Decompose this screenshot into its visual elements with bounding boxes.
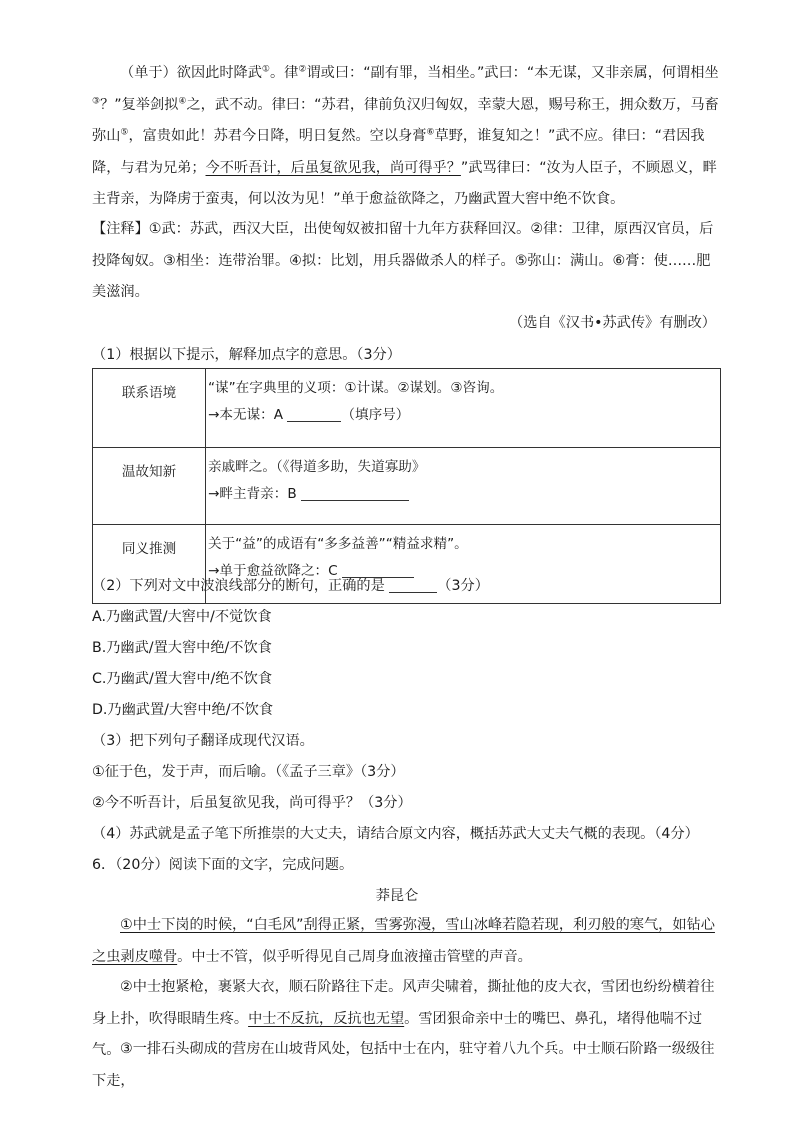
table-row-key: 联系语境 <box>93 369 206 448</box>
answer-blank-q2[interactable] <box>389 578 437 593</box>
question-3-prompt: （3）把下列句子翻译成现代汉语。 <box>92 733 314 749</box>
question-4-prompt: （4）苏武就是孟子笔下所推崇的大丈夫，请结合原文内容，概括苏武大丈夫气概的表现。（4分） <box>92 826 699 842</box>
table-row-key: 温故知新 <box>93 448 206 525</box>
underlined-sentence: ①中士下岗的时候，“白毛风”刮得正紧，雪雾弥漫，雪山冰峰若隐若现，利刃般的寒气，如钻心之虫剥皮噬骨 <box>92 917 715 965</box>
source-citation: （选自《汉书•苏武传》有删改） <box>509 315 716 331</box>
option-b: B.乃幽武/置大窖中绝/不饮食 <box>92 640 272 656</box>
notes-paragraph <box>92 214 722 309</box>
article-paragraph: ③一排石头砌成的营房在山坡背风处，包括中士在内，驻守着八九个兵。中士顺石阶路一级级往下走， <box>92 1041 715 1089</box>
option-d: D.乃幽武置/大窖中绝/不饮食 <box>92 702 274 718</box>
option-a: A.乃幽武置/大窖中/不觉饮食 <box>92 609 272 625</box>
question-2-prompt: （2）下列对文中波浪线部分的断句，正确的是 （3分） <box>92 578 489 594</box>
notes-label: 【注释】 <box>92 221 149 237</box>
notes-text: ①武：苏武，西汉大臣，出使匈奴被扣留十九年方获释回汉。②律：卫律，原西汉官员，后投降匈奴。③相坐：连带治罪。④拟：比划，用兵器做杀人的样子。⑤弥山：满山。⑥膏：使……肥美滋润。 <box>92 221 714 300</box>
table-row-value: 亲戚畔之。（《得道多助，失道寡助》 →畔主背亲：B <box>206 448 721 525</box>
table-row-key: 同义推测 <box>93 525 206 604</box>
hint-table <box>92 368 721 604</box>
wavy-sentence: 乃幽武置大窖中绝不饮食 <box>454 191 611 207</box>
option-c: C.乃幽武/置大窖中/绝不饮食 <box>92 671 273 687</box>
answer-blank-a[interactable] <box>287 407 341 422</box>
table-row-value: “谋”在字典里的义项：①计谋。②谋划。③咨询。 →本无谋：A （填序号） <box>206 369 721 448</box>
table-row <box>93 369 721 448</box>
answer-blank-b[interactable] <box>301 486 409 501</box>
article-paragraph: ①中士下岗的时候，“白毛风”刮得正紧，雪雾弥漫，雪山冰峰若隐若现，利刃般的寒气，如钻心之虫剥皮噬骨。中士不管，似乎听得见自己周身血液撞击管壁的声音。 <box>92 917 715 965</box>
table-row <box>93 448 721 525</box>
question-6-prompt: 6．（20分）阅读下面的文字，完成问题。 <box>92 857 354 873</box>
underlined-sentence: 今不听吾计，后虽复欲见我，尚可得乎？ <box>205 159 461 176</box>
passage-paragraph: （单于）欲因此时降武①。律②谓或曰：“副有罪，当相坐。”武曰：“本无谋，又非亲属，何谓相坐③？”复举剑拟④之，武不动。律曰：“苏君，律前负汉归匈奴，幸蒙大恩，赐号称王，拥众数万，马畜弥山⑤，富贵如此！苏君今日降，明日复然。空以身膏⑥草野，谁复知之！”武不应。律曰：“君因我降，与君为兄弟；今不听吾计，后虽复欲见我，尚可得乎？”武骂律曰：“汝为人臣子，不顾恩义，畔主背亲，为降虏于蛮夷，何以汝为见！”单于愈益欲降之，乃幽武置大窖中绝不饮食。 <box>92 64 719 207</box>
question-1-prompt: （1）根据以下提示，解释加点字的意思。（3分） <box>92 347 401 363</box>
translation-item: ①征于色，发于声，而后喻。（《孟子三章》（3分） <box>92 764 405 780</box>
underlined-sentence: 中士不反抗，反抗也无望 <box>248 1010 405 1027</box>
article-title: 莽昆仑 <box>375 888 419 904</box>
translation-item: ②今不听吾计，后虽复欲见我，尚可得乎？（3分） <box>92 795 412 811</box>
table-row-value: 关于“益”的成语有“多多益善”“精益求精”。 →单于愈益欲降之：C <box>206 525 721 604</box>
article-paragraph: ②中士抱紧枪，裹紧大衣，顺石阶路往下走。风声尖啸着，撕扯他的皮大衣，雪团也纷纷横着往身上扑，吹得眼睛生疼。中士不反抗，反抗也无望。雪团狠命亲中士的嘴巴、鼻孔，堵得他喘不过气。 <box>92 979 715 1058</box>
